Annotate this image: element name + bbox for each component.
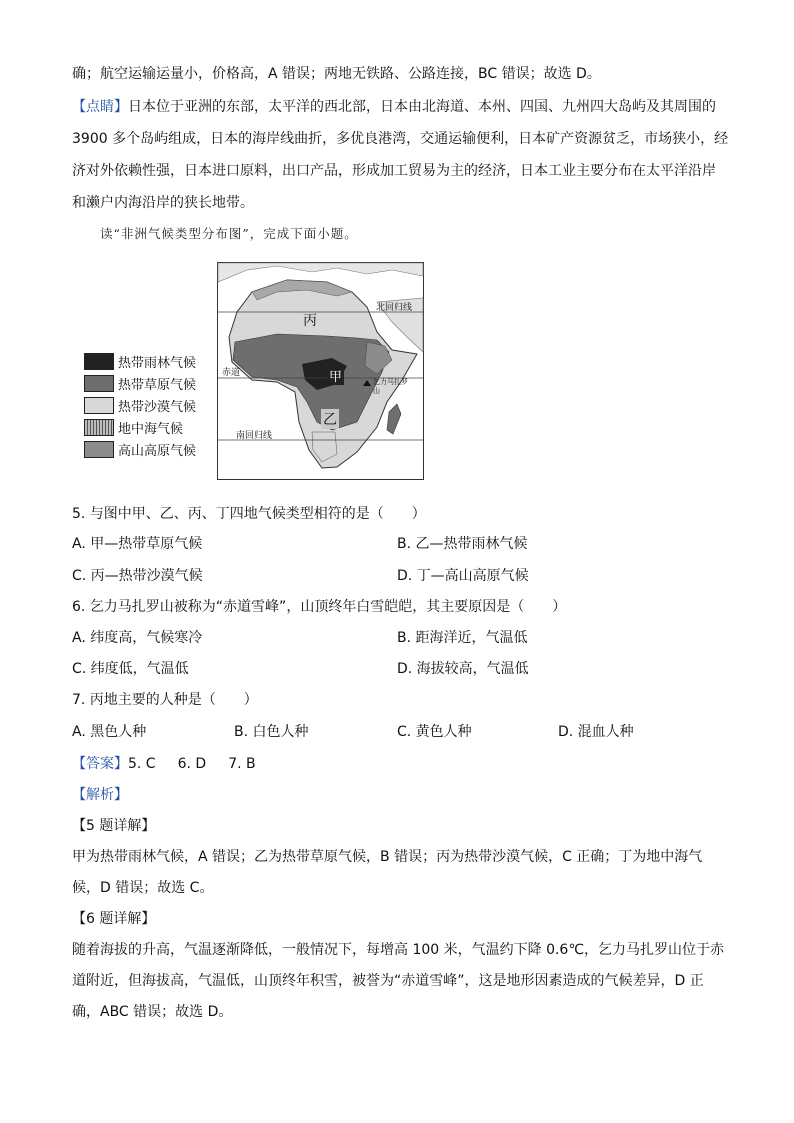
q7-option-c: C. 黄色人种 [397,724,472,740]
detail-6-tag: 【6 题详解】 [72,911,156,927]
map-label-bing: 丙 [303,313,317,329]
q6-option-a: A. 纬度高，气候寒冷 [72,630,203,646]
detail-5-tag: 【5 题详解】 [72,818,156,834]
detail-6-line-3: 确，ABC 错误；故选 D。 [72,1004,233,1020]
map-label-kilimanjaro: 乞力马扎罗山 [373,378,408,395]
q6-option-b: B. 距海洋近，气温低 [397,630,528,646]
q7-option-a: A. 黑色人种 [72,724,147,740]
answer-5: 5. C [128,756,156,772]
legend-swatch-highland [84,441,114,458]
detail-6-line-2: 道附近，但海拔高，气温低，山顶终年积雪，被誉为“赤道雪峰”，这是地形因素造成的气候差异，D 正 [72,973,704,989]
legend-item-desert [84,395,196,415]
map-label-tropic-capricorn: 南回归线 [236,431,273,441]
q7-option-d: D. 混血人种 [558,724,634,740]
detail-5-line-1: 甲为热带雨林气候，A 错误；乙为热带草原气候，B 错误；丙为热带沙漠气候，C 正确；丁为地中海气 [72,849,703,865]
q6-stem: 6. 乞力马扎罗山被称为“赤道雪峰”，山顶终年白雪皑皑，其主要原因是（ ） [72,599,567,615]
africa-map [217,262,424,480]
q5-option-b: B. 乙—热带雨林气候 [397,536,528,552]
detail-5-line-2: 候，D 错误；故选 C。 [72,880,214,896]
dianjing-line-2: 3900 多个岛屿组成，日本的海岸线曲折，多优良港湾，交通运输便利，日本矿产资源贫乏，市场狭小，经 [72,131,729,147]
legend-item-savanna [84,373,196,393]
legend-label-rainforest: 热带雨林气候 [118,355,197,371]
map-label-equator: 赤道 [222,368,241,378]
answer-tag: 【答案】 [72,756,128,772]
legend-swatch-mediterranean [84,419,114,436]
map-label-tropic-cancer: 北回归线 [376,303,413,313]
answer-7: 7. B [228,756,256,772]
legend-item-rainforest [84,351,196,371]
detail-6-line-1: 随着海拔的升高，气温逐渐降低，一般情况下，每增高 100 米，气温约下降 0.6℃，乞力马扎罗山位于赤 [72,942,725,958]
q7-stem: 7. 丙地主要的人种是（ ） [72,692,258,708]
legend-swatch-desert [84,397,114,414]
intro-line-1: 确；航空运输运量小，价格高，A 错误；两地无铁路、公路连接，BC 错误；故选 D。 [72,66,601,82]
legend-item-highland [84,439,196,459]
legend-swatch-rainforest [84,353,114,370]
q5-option-c: C. 丙—热带沙漠气候 [72,568,203,584]
q5-option-d: D. 丁—高山高原气候 [397,568,529,584]
figure-caption: 读“非洲气候类型分布图”，完成下面小题。 [100,226,358,241]
dianjing-tag: 【点睛】 [72,99,128,115]
dianjing-text-1: 日本位于亚洲的东部，太平洋的西北部，日本由北海道、本州、四国、九州四大岛屿及其周围的 [128,99,716,115]
q6-option-c: C. 纬度低，气温低 [72,661,189,677]
map-label-yi: 乙 [321,409,339,429]
dianjing-line-1 [72,97,716,117]
analysis-tag: 【解析】 [72,787,128,803]
q5-option-a: A. 甲—热带草原气候 [72,536,203,552]
dianjing-line-4: 和濑户内海沿岸的狭长地带。 [72,195,254,211]
legend-label-highland: 高山高原气候 [118,443,197,459]
legend-label-savanna: 热带草原气候 [118,377,197,393]
q5-stem: 5. 与图中甲、乙、丙、丁四地气候类型相符的是（ ） [72,506,426,522]
legend-label-desert: 热带沙漠气候 [118,399,197,415]
answer-6: 6. D [177,756,207,772]
q6-option-d: D. 海拔较高，气温低 [397,661,529,677]
africa-climate-figure [84,262,424,480]
map-label-jia: 甲 [327,366,344,385]
legend-item-mediterranean [84,417,183,437]
q7-option-b: B. 白色人种 [234,724,309,740]
legend-swatch-savanna [84,375,114,392]
dianjing-line-3: 济对外依赖性强，日本进口原料，出口产品，形成加工贸易为主的经济，日本工业主要分布在太平洋沿岸 [72,163,716,179]
answer-line [72,754,278,774]
legend-label-mediterranean: 地中海气候 [118,421,184,437]
